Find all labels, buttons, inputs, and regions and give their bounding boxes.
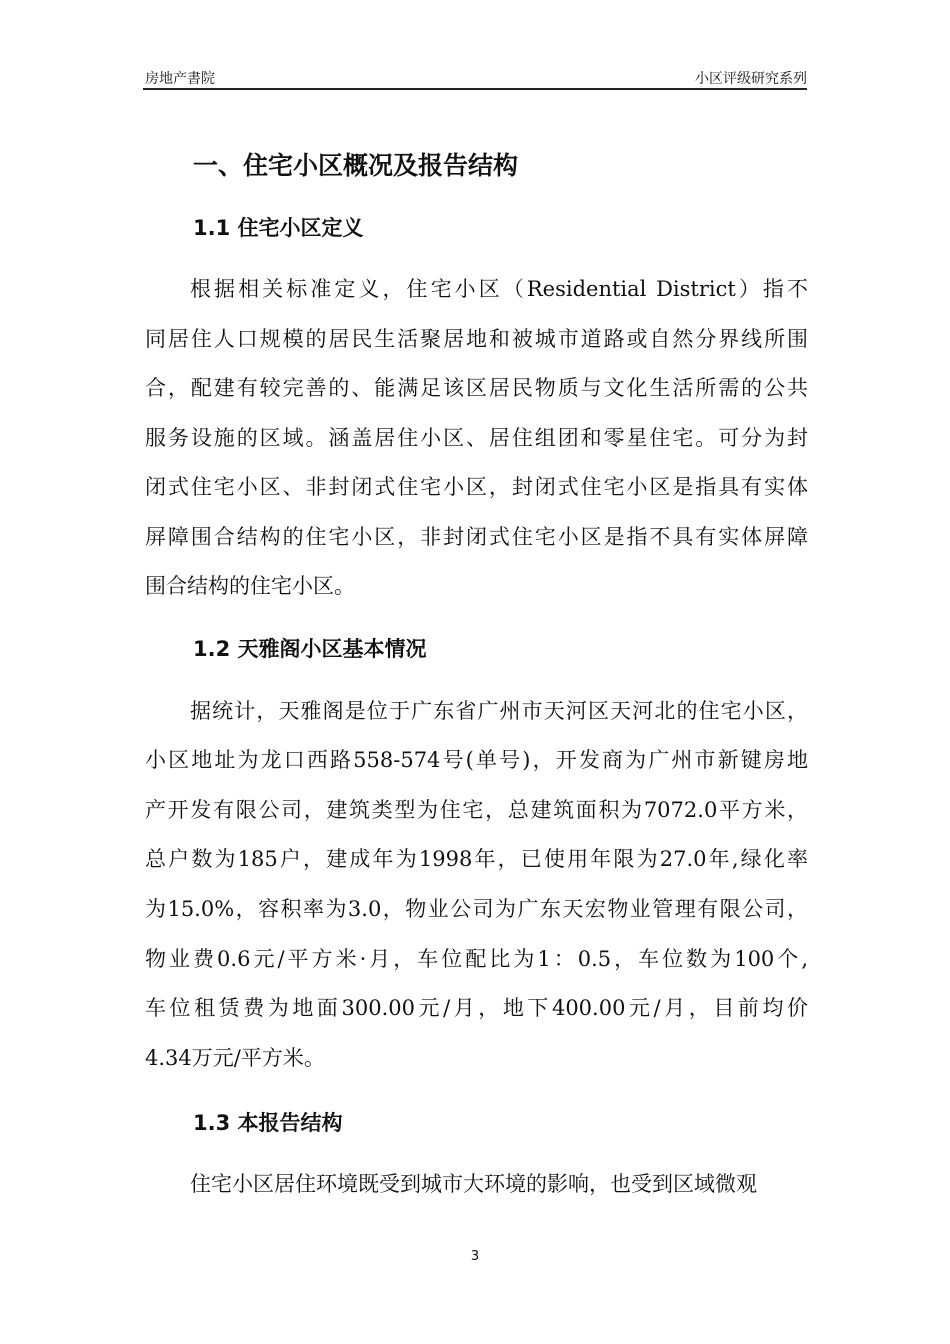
paragraph-line: 车位租赁费为地面300.00元/月，地下400.00元/月，目前均价 bbox=[145, 996, 808, 1020]
paragraph-line: 住宅小区居住环境既受到城市大环境的影响，也受到区域微观 bbox=[190, 1172, 757, 1196]
paragraph-line: 物业费0.6元/平方米·月，车位配比为1：0.5，车位数为100个, bbox=[145, 947, 808, 971]
header-left: 房地产書院 bbox=[145, 71, 215, 87]
paragraph-line: 4.34万元/平方米。 bbox=[145, 1046, 325, 1070]
paragraph-line: 根据相关标准定义，住宅小区（Residential District）指不 bbox=[190, 277, 808, 301]
paragraph-line: 据统计，天雅阁是位于广东省广州市天河区天河北的住宅小区， bbox=[190, 699, 808, 723]
paragraph-line: 屏障围合结构的住宅小区，非封闭式住宅小区是指不具有实体屏障 bbox=[145, 525, 808, 549]
paragraph-line: 总户数为185户，建成年为1998年，已使用年限为27.0年,绿化率 bbox=[145, 847, 808, 871]
paragraph-line: 同居住人口规模的居民生活聚居地和被城市道路或自然分界线所围 bbox=[145, 327, 808, 351]
chapter-title: 一、住宅小区概况及报告结构 bbox=[193, 151, 519, 180]
header-right: 小区评级研究系列 bbox=[695, 71, 807, 87]
paragraph-line: 合，配建有较完善的、能满足该区居民物质与文化生活所需的公共 bbox=[145, 376, 808, 400]
paragraph-line: 产开发有限公司，建筑类型为住宅，总建筑面积为7072.0平方米， bbox=[145, 798, 808, 822]
paragraph-line: 围合结构的住宅小区。 bbox=[145, 574, 355, 598]
header-rule bbox=[143, 88, 807, 90]
section-heading: 1.1 住宅小区定义 bbox=[193, 216, 364, 240]
section-heading: 1.3 本报告结构 bbox=[193, 1111, 343, 1135]
paragraph-line: 闭式住宅小区、非封闭式住宅小区，封闭式住宅小区是指具有实体 bbox=[145, 475, 808, 499]
paragraph-line: 小区地址为龙口西路558-574号(单号)，开发商为广州市新键房地 bbox=[145, 748, 808, 772]
section-heading: 1.2 天雅阁小区基本情况 bbox=[193, 637, 427, 661]
paragraph-line: 服务设施的区域。涵盖居住小区、居住组团和零星住宅。可分为封 bbox=[145, 426, 808, 450]
page-number: 3 bbox=[470, 1249, 480, 1264]
paragraph-line: 为15.0%，容积率为3.0，物业公司为广东天宏物业管理有限公司， bbox=[145, 897, 808, 921]
